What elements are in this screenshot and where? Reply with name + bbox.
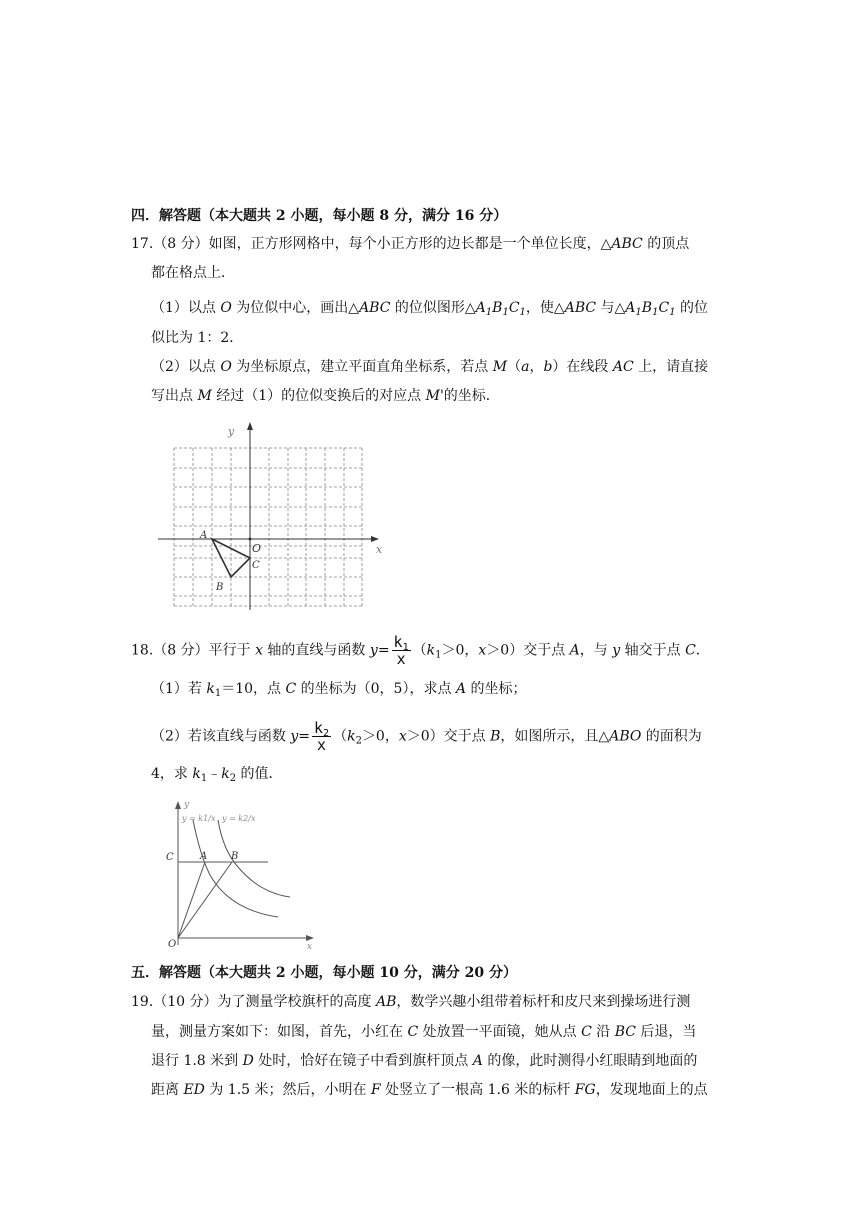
section-4-heading: 四．解答题（本大题共 2 小题，每小题 8 分，满分 16 分） [131, 208, 508, 224]
q18-point-c-label: C [166, 852, 174, 863]
q17-part2-line-1: （2）以点 O 为坐标原点，建立平面直角坐标系，若点 M（a，b）在线段 AC 上，请直接 [151, 359, 709, 375]
q18-part2-line-2: 4，求 $k_1﹣k_2$ 的值． [151, 766, 283, 784]
q18-curve-label-k1: y = k1/x [182, 814, 216, 823]
q18-part2-line-1: （2）若该直线与函数 y= $\frac{k_2}{x}$ （$k_2>0$，x＞0）交于点 B，如图所示，且△ABO 的面积为 [151, 719, 702, 754]
q18-hyperbola-figure [160, 795, 320, 955]
q17-part1-line-1: （1）以点 O 为位似中心，画出△ABC 的位似图形$\triangle A_1B_1C_1$，使△ABC 与$\triangle A_1B_1C_1$ 的位 [151, 300, 709, 318]
q17-line-1: 17.（8 分）如图，正方形网格中，每个小正方形的边长都是一个单位长度，△ABC 的顶点 [131, 236, 690, 252]
q18-fraction-k2-over-x: $\frac{k_2}{x}$ [314, 719, 330, 754]
q17-line-2: 都在格点上． [151, 265, 235, 281]
q18-line-1: 18.（8 分）平行于 x 轴的直线与函数 y= $\frac{k_1}{x}$ （$k_1>0$，x＞0）交于点 A，与 y 轴交于点 C． [131, 633, 710, 668]
q18-fraction-k1-over-x: $\frac{k_1}{x}$ [393, 633, 409, 668]
q17-x-label: x [376, 543, 383, 556]
q17-origin-label: O [252, 542, 262, 555]
segment-oa [178, 862, 205, 938]
segment-ob [178, 862, 232, 938]
q18-point-b-label: B [231, 851, 239, 862]
q18-part1: （1）若 $k_1=10$，点 C 的坐标为（0，5），求点 A 的坐标； [151, 681, 527, 699]
q18-point-a-label: A [200, 851, 208, 862]
q18-y-label: y [184, 800, 190, 810]
hyperbola-k1 [193, 820, 278, 917]
q19-line-1: 19.（10 分）为了测量学校旗杆的高度 AB，数学兴趣小组带着标杆和皮尺来到操场进行测 [131, 994, 691, 1010]
section-5-heading: 五．解答题（本大题共 2 小题，每小题 10 分，满分 20 分） [131, 965, 517, 981]
q18-curve-label-k2: y = k2/x [222, 814, 256, 823]
hyperbola-k2 [218, 820, 290, 897]
grid-lines [174, 448, 362, 606]
y-axis-arrow [247, 422, 253, 430]
q18-origin-label: O [168, 939, 177, 950]
q19-line-3: 退行 1.8 米到 D 处时，恰好在镜子中看到旗杆顶点 A 的像，此时测得小红眼睛到地面的 [151, 1053, 698, 1069]
q17-y-label: y [228, 425, 235, 438]
q17-grid-figure [150, 418, 400, 613]
q17-point-c-label: C [252, 560, 260, 571]
q17-part1-line-2: 似比为 1：2． [151, 330, 244, 346]
q17-point-b-label: B [216, 582, 224, 593]
x-axis-arrow [371, 536, 379, 542]
q19-line-2: 量，测量方案如下：如图，首先，小红在 C 处放置一平面镜，她从点 C 沿 BC 后退，当 [151, 1024, 697, 1040]
q17-part2-line-2: 写出点 M 经过（1）的位似变换后的对应点 M'的坐标． [151, 388, 500, 404]
q17-point-a-label: A [200, 530, 208, 541]
q18-x-label: x [307, 942, 313, 952]
q19-line-4: 距离 ED 为 1.5 米；然后，小明在 F 处竖立了一根高 1.6 米的标杆 FG，发现地面上的点 [151, 1082, 708, 1098]
